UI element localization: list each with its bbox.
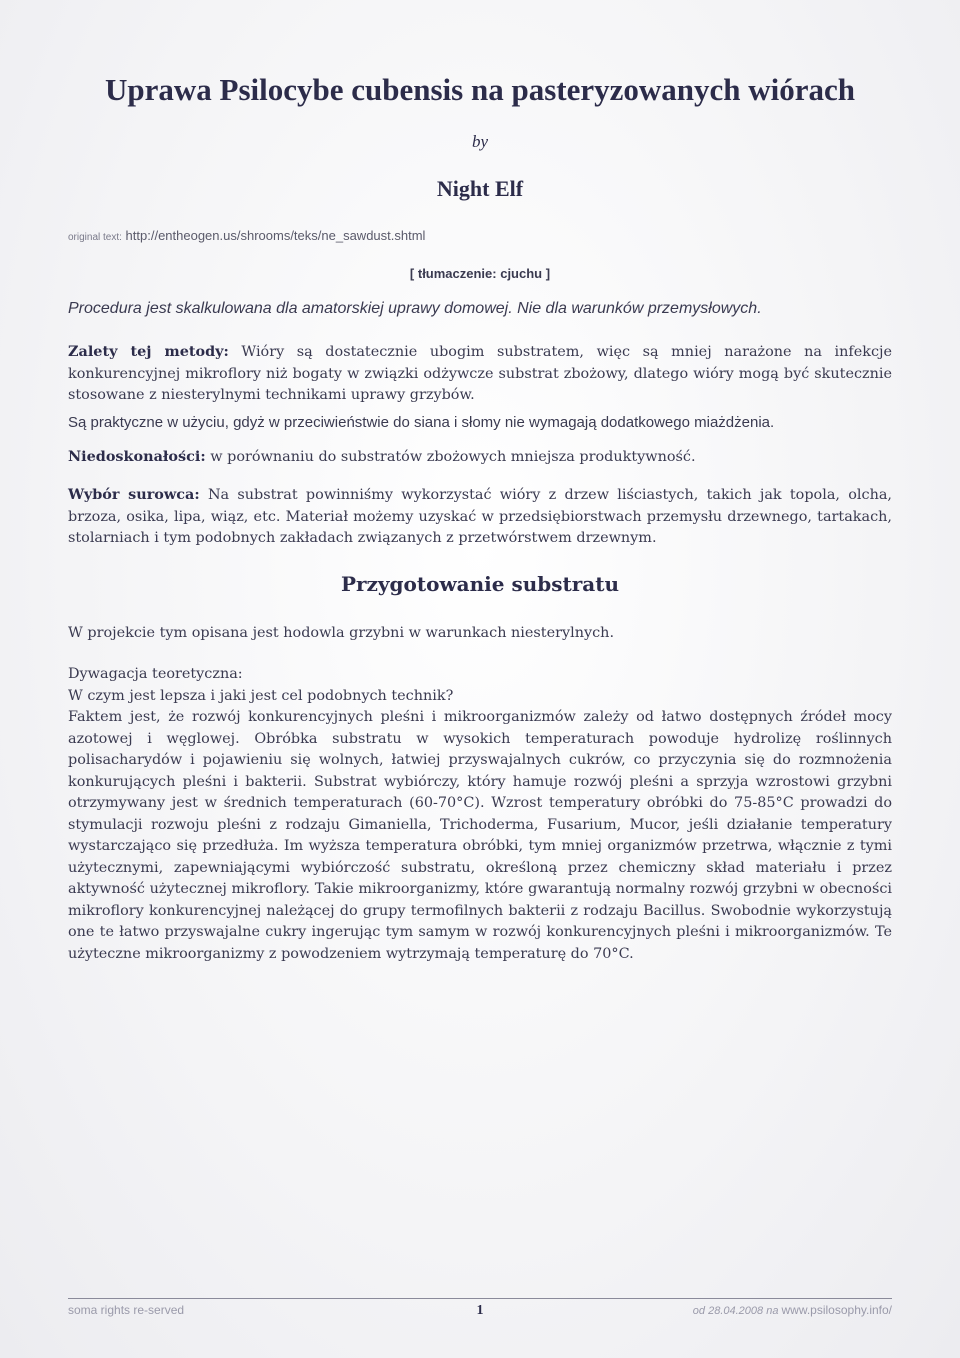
section-title: Przygotowanie substratu: [340, 572, 620, 596]
footer-site-link[interactable]: www.psilosophy.info/: [781, 1303, 892, 1317]
paragraph-advantages-2: Są praktyczne w użyciu, gdyż w przeciwieństwie do siana i słomy nie wymagają dodatkowego miażdżenia.: [68, 414, 775, 431]
drawbacks-label: Niedoskonałości:: [68, 448, 206, 465]
byline-by: by: [471, 132, 489, 151]
advantages-text: Wióry są dostatecznie ubogim substratem, więc są mniej narażone na infekcje konkurencyjnej mikroflory niż bogaty w związki odżywcze substrat zbożowy, dlatego wióry mogą być skutecznie stosowane z niesterylnymi technikami uprawy grzybów.: [68, 344, 892, 403]
paragraph-theory: [68, 664, 892, 965]
translation-credit: [ tłumaczenie: cjuchu ]: [409, 266, 551, 281]
advantages-label: Zalety tej metody:: [68, 343, 229, 360]
drawbacks-text: w porównaniu do substratów zbożowych mniejsza produktywność.: [205, 449, 696, 465]
author-name: Night Elf: [436, 176, 524, 201]
intro-text: Procedura jest skalkulowana dla amatorskiej uprawy domowej. Nie dla warunków przemysłowych.: [68, 300, 762, 317]
original-source: [68, 228, 425, 243]
material-label: Wybór surowca:: [68, 486, 200, 503]
paragraph-project: W projekcie tym opisana jest hodowla grzybni w warunkach niesterylnych.: [68, 625, 615, 641]
theory-question: W czym jest lepsza i jaki jest cel podobnych technik?: [68, 687, 454, 704]
original-label: original text:: [68, 232, 122, 243]
paragraph-drawbacks: [68, 446, 892, 469]
page-number: 1: [476, 1303, 484, 1318]
document-title: Uprawa Psilocybe cubensis na pasteryzowanych wiórach: [104, 72, 856, 107]
footer-divider: [68, 1298, 892, 1299]
original-url[interactable]: http://entheogen.us/shrooms/teks/ne_sawdust.shtml: [125, 228, 426, 243]
material-text: Na substrat powinniśmy wykorzystać wióry z drzew liściastych, takich jak topola, olcha, brzoza, osika, lipa, wiąz, etc. Materiał możemy uzyskać w przedsiębiorstwach przemysłu drzewnego, tartakach, stolarniach i tym podobnych zakładach związanych z przetwórstwem drzewnym.: [68, 487, 892, 546]
theory-heading: Dywagacja teoretyczna:: [68, 666, 243, 682]
paragraph-advantages: [68, 341, 892, 407]
footer-date: od 28.04.2008 na: [692, 1305, 779, 1317]
footer-rights: soma rights re-served: [68, 1303, 185, 1317]
theory-text: Faktem jest, że rozwój konkurencyjnych pleśni i mikroorganizmów zależy od łatwo dostępnych źródeł mocy azotowej i węglowej. Obróbka substratu w wysokich temperaturach powoduje hydrolizę roślinnych polisacharydów i pojawieniu się wolnych, łatwiej przyswajalnych cukrów, co przyczynia się do rozmnożenia konkurujących pleśni i bakterii. Substrat wybiórczy, który hamuje rozwój pleśni a sprzyja wzrostowi grzybni otrzymywany jest w średnich temperaturach (60-70°C). Wzrost temperatury obróbki do 75-85°C prowadzi do stymulacji rozwoju pleśni z rodzaju Gimaniella, Trichoderma, Fusarium, Mucor, jeśli działanie temperatury wystarczająco się przedłuża. Im wyższa temperatura obróbki, tym mniej organizmów przetrwa, włącznie z tymi użytecznymi, zapewniającymi wybiórczość substratu, określoną przez chemiczny skład materiału i przez aktywność użytecznej mikroflory. Takie mikroorganizmy, które gwarantują normalny rozwój grzybni w obecności mikroflory konkurencyjnej należącej do grupy termofilnych bakterii z rodzaju Bacillus. Swobodnie wykorzystują one te łatwo przyswajalne cukry ingerując tym samym w rozwój konkurencyjnych pleśni i mikroorganizmów. Te użyteczne mikroorganizmy z powodzeniem wytrzymają temperaturę do 70°C.: [68, 709, 892, 962]
paragraph-material: [68, 484, 892, 550]
footer-source: [693, 1303, 892, 1317]
